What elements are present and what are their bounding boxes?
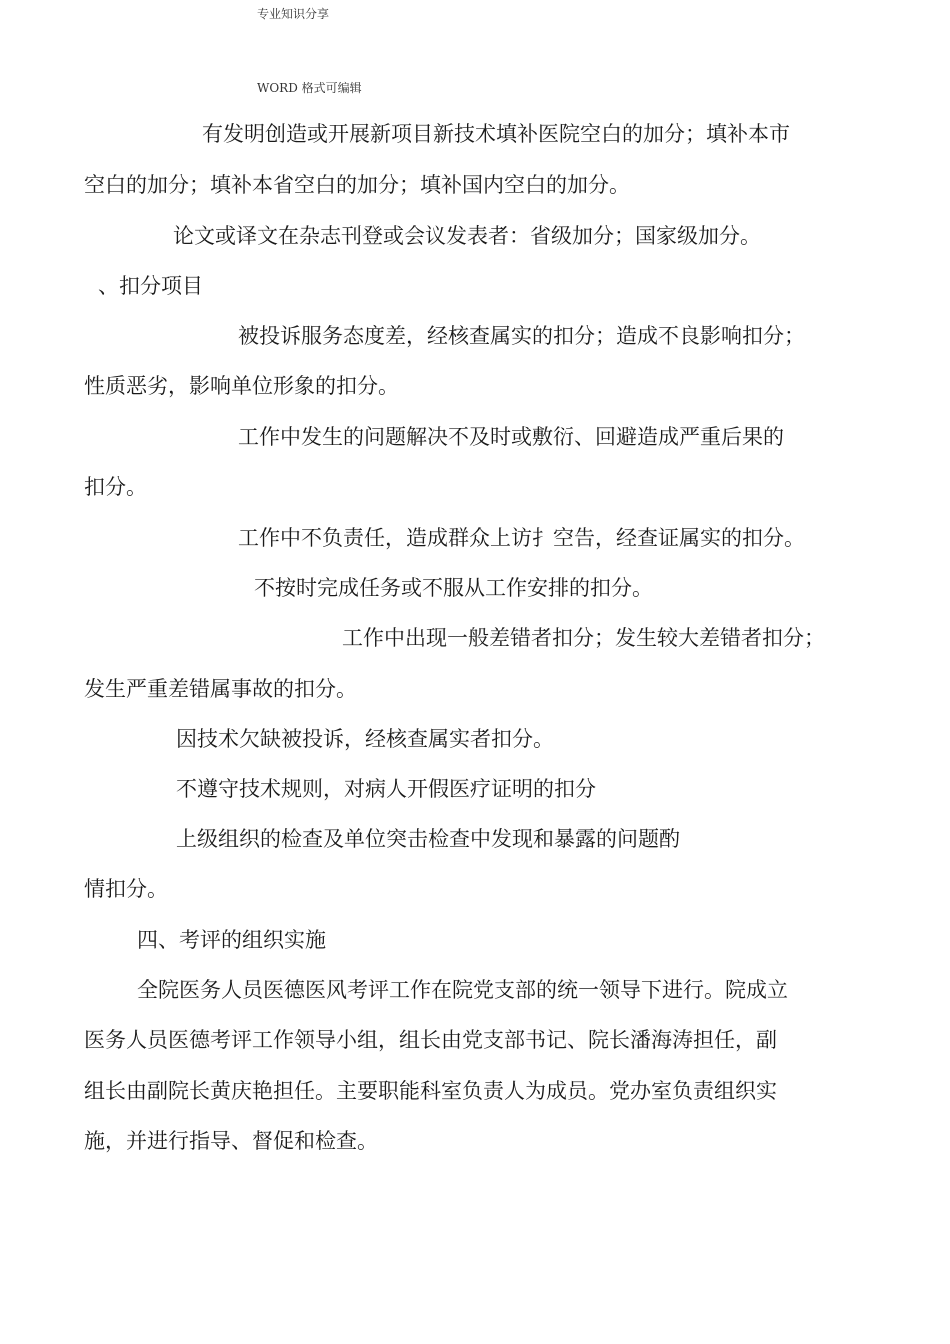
paragraph-line: 施，并进行指导、督促和检查。	[84, 1129, 378, 1153]
header-note-knowledge: 专业知识分享	[257, 7, 330, 21]
paragraph-line: 工作中出现一般差错者扣分；发生较大差错者扣分；	[342, 626, 825, 650]
paragraph-line: 医务人员医德考评工作领导小组，组长由党支部书记、院长潘海涛担任，副	[84, 1028, 777, 1052]
header-note-word-editable: WORD 格式可编辑	[257, 81, 362, 95]
paragraph-line: 不遵守技术规则，对病人开假医疗证明的扣分	[176, 777, 596, 801]
paragraph-line: 被投诉服务态度差，经核查属实的扣分；造成不良影响扣分；	[238, 324, 805, 348]
paragraph-line: 组长由副院长黄庆艳担任。主要职能科室负责人为成员。党办室负责组织实	[84, 1079, 777, 1103]
paragraph-line: 发生严重差错属事故的扣分。	[84, 677, 357, 701]
paragraph-line: 空白的加分；填补本省空白的加分；填补国内空白的加分。	[84, 173, 630, 197]
paragraph-line: 因技术欠缺被投诉，经核查属实者扣分。	[176, 727, 554, 751]
paragraph-line: 扣分。	[84, 475, 147, 499]
paragraph-line: 工作中不负责任，造成群众上访扌空告，经查证属实的扣分。	[238, 526, 805, 550]
paragraph-line: 论文或译文在杂志刊登或会议发表者：省级加分；国家级加分。	[173, 224, 761, 248]
paragraph-line: 性质恶劣，影响单位形象的扣分。	[84, 374, 399, 398]
section-heading: 四、考评的组织实施	[137, 928, 326, 952]
paragraph-line: 不按时完成任务或不服从工作安排的扣分。	[254, 576, 653, 600]
paragraph-line: 上级组织的检查及单位突击检查中发现和暴露的问题酌	[176, 827, 680, 851]
paragraph-line: 有发明创造或开展新项目新技术填补医院空白的加分；填补本市	[202, 122, 790, 146]
paragraph-line: 情扣分。	[84, 877, 168, 901]
section-heading: 、扣分项目	[98, 274, 203, 298]
paragraph-line: 全院医务人员医德医风考评工作在院党支部的统一领导下进行。院成立	[137, 978, 788, 1002]
paragraph-line: 工作中发生的问题解决不及时或敷衍、回避造成严重后果的	[238, 425, 784, 449]
